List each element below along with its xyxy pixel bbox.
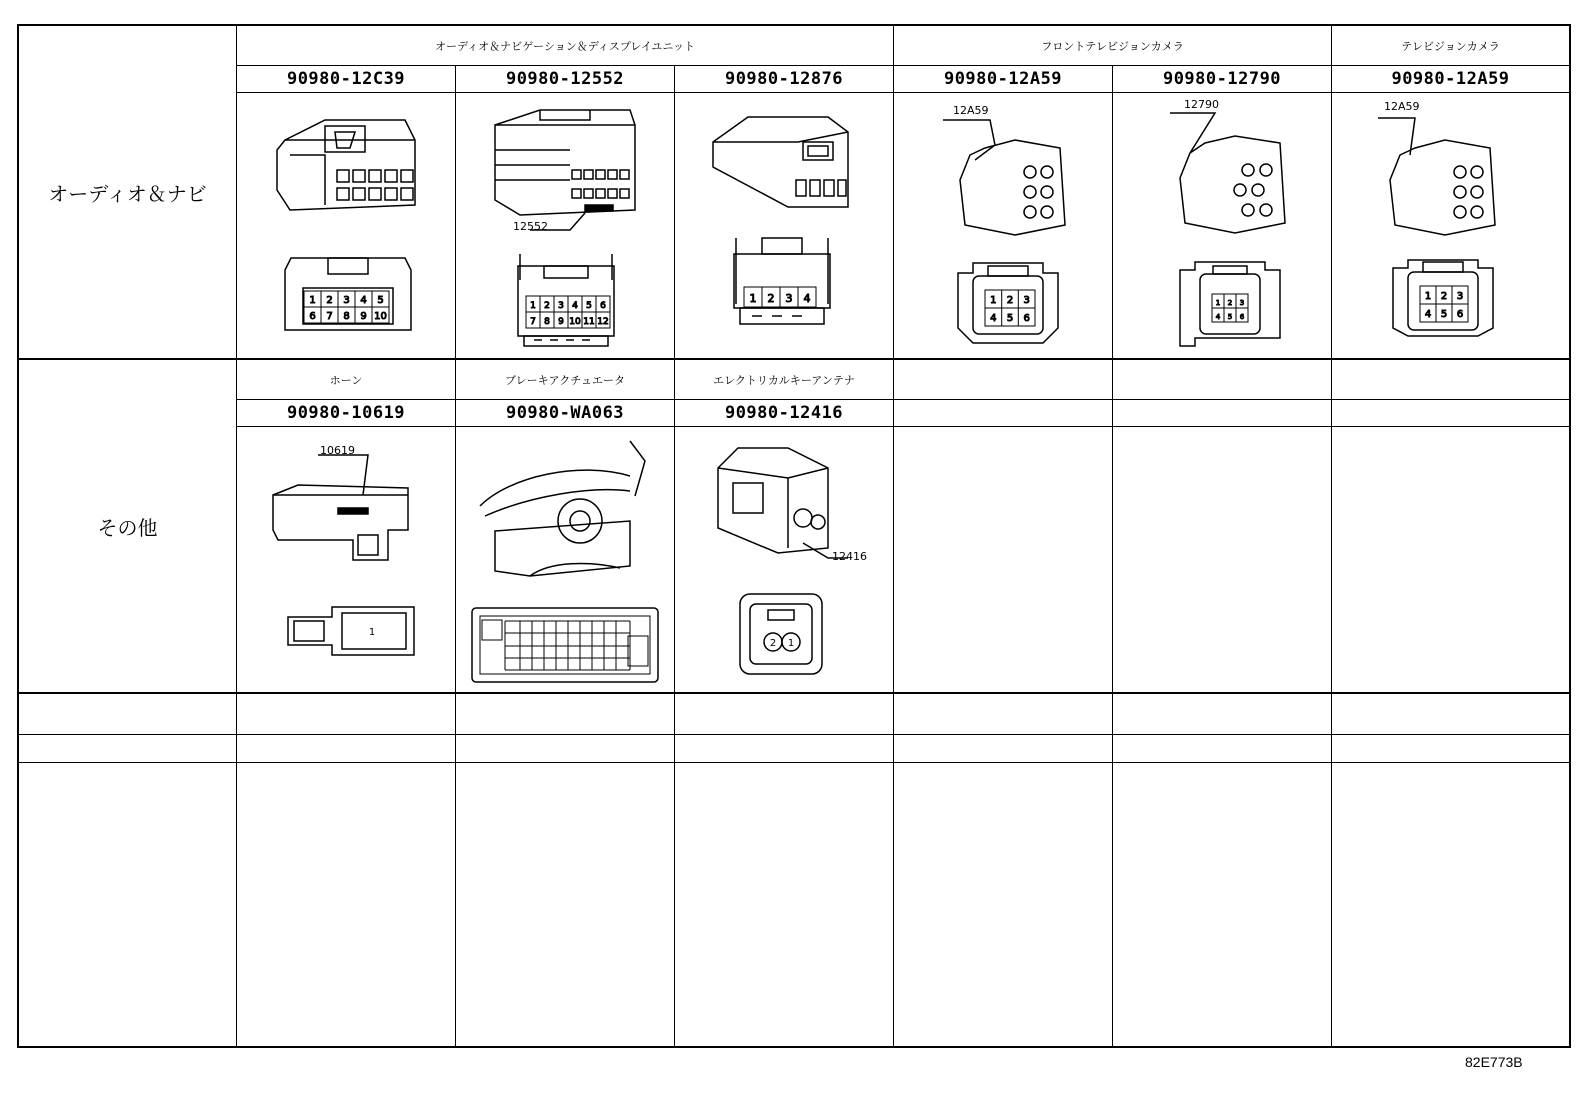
pin-label: 11 — [583, 317, 595, 327]
pin-label: 1 — [1424, 291, 1432, 302]
pin-label: 4 — [803, 292, 811, 305]
pin-label: 5 — [377, 295, 384, 306]
pinout-grid — [744, 287, 816, 307]
connector-housing-illustration — [470, 436, 660, 586]
row-label-audio-navi: オーディオ＆ナビ — [48, 181, 207, 206]
pinout-grid — [1212, 294, 1248, 322]
group-header-front-tv-camera: フロントテレビジョンカメラ — [1041, 39, 1184, 53]
part-number: 90980-12552 — [505, 69, 625, 89]
connector-face-illustration — [284, 603, 419, 659]
row-divider — [17, 762, 1571, 763]
pin-label: 3 — [1456, 291, 1464, 302]
callout-label: 12A59 — [953, 104, 989, 117]
pin-label: 2 — [326, 295, 333, 306]
col-divider — [236, 24, 237, 1048]
row-divider — [17, 692, 1571, 694]
pin-label: 10 — [374, 311, 387, 322]
pin-label: 2 — [544, 301, 550, 311]
col-divider — [455, 65, 456, 358]
pin-label: 6 — [309, 311, 316, 322]
pin-label: 5 — [1440, 309, 1448, 320]
pin-label: 1 — [530, 301, 536, 311]
pin-label: 3 — [1023, 295, 1030, 306]
pin-label: 4 — [1424, 309, 1432, 320]
pin-label: 1 — [1215, 299, 1221, 307]
pin-label: 1 — [990, 295, 997, 306]
pin-label: 2 — [767, 292, 775, 305]
pinout-grid — [1420, 286, 1468, 322]
pin-label: 10 — [569, 317, 581, 327]
pin-label: 1 — [368, 627, 376, 638]
connector-housing-illustration — [708, 438, 848, 558]
pin-label: 2 — [1006, 295, 1014, 306]
part-callout — [511, 218, 561, 234]
connector-face-illustration — [736, 590, 826, 678]
connector-housing-illustration — [708, 112, 853, 212]
col-divider — [674, 65, 675, 358]
part-callout — [830, 548, 880, 564]
connector-housing-illustration — [1160, 98, 1300, 238]
part-number: 90980-12790 — [1162, 69, 1282, 89]
connector-housing-illustration — [265, 110, 425, 220]
pin-label: 1 — [749, 292, 757, 305]
part-callout — [943, 102, 1003, 118]
connector-face-illustration — [732, 234, 832, 330]
pin-label: 1 — [309, 295, 316, 306]
connector-housing-illustration — [935, 100, 1075, 240]
part-callout — [316, 442, 376, 458]
connector-face-illustration — [470, 606, 660, 686]
callout-label: 12552 — [513, 220, 548, 233]
part-number: 90980-10619 — [286, 403, 406, 423]
part-number: 90980-12416 — [724, 403, 844, 423]
col-divider — [893, 24, 894, 1048]
pin-label: 6 — [1239, 313, 1245, 321]
pin-label: 2 — [1227, 299, 1233, 307]
group-header-key-antenna: エレクトリカルキーアンテナ — [713, 373, 855, 387]
group-header-horn: ホーン — [329, 373, 363, 387]
col-divider — [674, 358, 675, 1048]
part-number: 90980-12A59 — [943, 69, 1063, 89]
pin-label: 6 — [1456, 309, 1464, 320]
row-divider — [236, 426, 1571, 427]
pin-label: 9 — [558, 317, 564, 327]
pin-label: 4 — [572, 301, 578, 311]
part-number: 90980-12A59 — [1391, 69, 1510, 89]
callout-label: 12790 — [1184, 98, 1219, 111]
row-divider — [236, 92, 1571, 93]
row-label-other: その他 — [97, 515, 158, 540]
pin-label: 5 — [586, 301, 592, 311]
col-divider — [1112, 65, 1113, 1048]
pin-label: 3 — [343, 295, 350, 306]
part-number: 90980-WA063 — [505, 403, 625, 423]
pin-label: 4 — [360, 295, 367, 306]
pinout-grid — [526, 296, 610, 328]
pin-label: 1 — [787, 638, 795, 649]
pin-label: 3 — [558, 301, 564, 311]
group-header-tv-camera: テレビジョンカメラ — [1401, 39, 1500, 53]
pin-label: 3 — [1239, 299, 1245, 307]
part-number: 90980-12C39 — [286, 69, 406, 89]
pin-label: 4 — [990, 313, 997, 324]
pin-label: 7 — [530, 317, 536, 327]
pin-label: 6 — [1023, 313, 1030, 324]
pin-label: 2 — [769, 638, 777, 649]
part-callout — [1380, 98, 1440, 114]
connector-housing-illustration — [1370, 100, 1510, 240]
pin-label: 7 — [326, 311, 333, 322]
callout-label: 12416 — [832, 550, 867, 563]
group-header-brake-actuator: ブレーキアクチュエータ — [505, 373, 625, 387]
pin-label: 6 — [600, 301, 606, 311]
col-divider — [455, 358, 456, 1048]
part-number: 90980-12876 — [724, 69, 844, 89]
pin-label: 5 — [1227, 313, 1233, 321]
drawing-code: 82E773B — [1465, 1054, 1523, 1070]
connector-housing-illustration — [268, 440, 428, 565]
pin-label: 9 — [360, 311, 367, 322]
group-header-audio-navi-display: オーディオ＆ナビゲーション＆ディスプレイユニット — [435, 39, 695, 53]
pin-label: 2 — [1440, 291, 1448, 302]
row-divider — [17, 734, 1571, 735]
callout-label: 12A59 — [1384, 100, 1420, 113]
pin-label: 5 — [1006, 313, 1014, 324]
pinout-grid — [985, 290, 1035, 326]
pin-label: 4 — [1215, 313, 1221, 321]
callout-label: 10619 — [320, 444, 355, 457]
pin-label: 12 — [597, 317, 609, 327]
pin-label: 8 — [343, 311, 350, 322]
pin-label: 3 — [785, 292, 793, 305]
pinout-grid — [304, 291, 389, 323]
part-callout — [1180, 96, 1240, 112]
pin-label: 8 — [544, 317, 550, 327]
col-divider — [1331, 24, 1332, 1048]
connector-housing-illustration — [490, 105, 640, 230]
